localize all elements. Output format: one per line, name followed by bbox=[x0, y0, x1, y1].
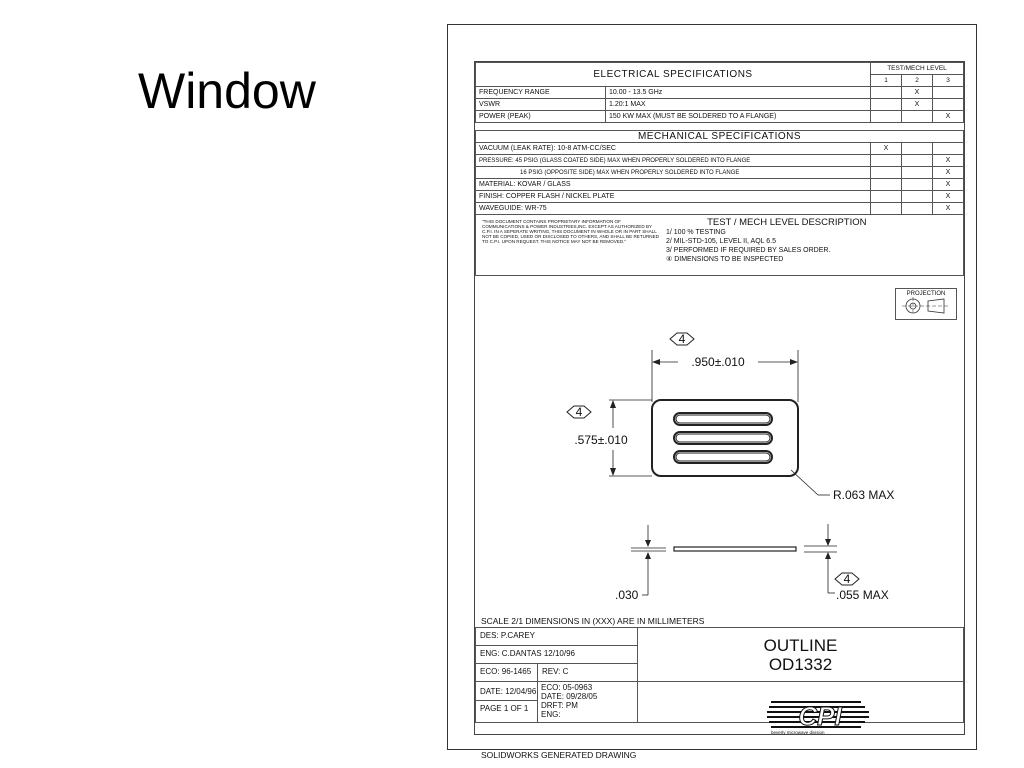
spec-label: VSWR bbox=[476, 99, 606, 111]
spec-label: POWER (PEAK) bbox=[476, 111, 606, 123]
eco-revision-field: ECO: 05-0963 bbox=[541, 683, 593, 692]
spec-value: 45 PSIG (GLASS COATED SIDE) MAX WHEN PROPERLY SOLDERED INTO FLANGE bbox=[515, 157, 751, 164]
drafter-field: DRFT: PM bbox=[541, 701, 578, 710]
part-number: OD1332 bbox=[768, 655, 833, 674]
height-dimension: .575±.010 bbox=[574, 433, 628, 447]
radius-dimension: R.063 MAX bbox=[833, 488, 895, 502]
level-description-item: 1/ 100 % TESTING bbox=[666, 229, 726, 236]
balloon-label: 4 bbox=[843, 572, 851, 586]
level-description-item: 3/ PERFORMED IF REQUIRED BY SALES ORDER. bbox=[666, 247, 831, 254]
spec-value: 10.00 - 13.5 GHz bbox=[606, 87, 871, 99]
title-block bbox=[475, 627, 964, 723]
spec-value: 150 KW MAX (MUST BE SOLDERED TO A FLANGE) bbox=[606, 111, 871, 123]
drawing-title: OUTLINE bbox=[763, 636, 838, 655]
drawing-title-cell bbox=[637, 627, 964, 682]
level-description-title: TEST / MECH LEVEL DESCRIPTION bbox=[707, 217, 867, 228]
spec-value: COPPER FLASH / NICKEL PLATE bbox=[505, 192, 615, 200]
thickness-dimension-glass: .030 bbox=[615, 588, 639, 602]
electrical-title: ELECTRICAL SPECIFICATIONS bbox=[476, 63, 871, 87]
thickness-dimension-max: .055 MAX bbox=[836, 588, 889, 602]
balloon-4-top bbox=[670, 332, 694, 346]
scale-note: SCALE 2/1 DIMENSIONS IN (XXX) ARE IN MILLIMETERS bbox=[481, 616, 705, 626]
eco-field: ECO: 96-1465 bbox=[475, 663, 538, 682]
level-col-3: 3 bbox=[933, 75, 964, 87]
engineer-approval-field: ENG: bbox=[541, 710, 561, 719]
drawing-sheet bbox=[447, 24, 977, 760]
drawing-frame bbox=[474, 61, 965, 760]
level-description-item: ④ DIMENSIONS TO BE INSPECTED bbox=[666, 256, 784, 263]
spec-value: 1.20:1 MAX bbox=[606, 99, 871, 111]
revision-field: REV: C bbox=[537, 663, 638, 682]
revision-history bbox=[537, 681, 638, 723]
spec-value: 16 PSIG (OPPOSITE SIDE) MAX WHEN PROPERLY SOLDERED INTO FLANGE bbox=[520, 169, 740, 176]
balloon-4-left bbox=[567, 405, 591, 419]
level-mark: X bbox=[902, 99, 933, 111]
spec-value: KOVAR / GLASS bbox=[517, 180, 571, 188]
spec-label: FINISH: bbox=[479, 192, 504, 200]
level-mark: X bbox=[933, 155, 964, 167]
level-mark: X bbox=[933, 203, 964, 215]
level-description-item: 2/ MIL-STD-105, LEVEL II, AQL 6.5 bbox=[666, 238, 776, 245]
footer-note: SOLIDWORKS GENERATED DRAWING bbox=[481, 750, 637, 760]
level-mark: X bbox=[933, 191, 964, 203]
balloon-4-side bbox=[835, 572, 859, 586]
cpi-logo bbox=[765, 698, 885, 736]
projection-label: PROJECTION bbox=[906, 291, 946, 297]
spec-value: WR-75 bbox=[524, 204, 547, 212]
spec-value: 10-8 ATM-CC/SEC bbox=[557, 144, 616, 152]
spec-label: FREQUENCY RANGE bbox=[476, 87, 606, 99]
window-side-view bbox=[674, 547, 796, 551]
level-mark: X bbox=[933, 179, 964, 191]
window-slots bbox=[674, 413, 772, 463]
level-mark: X bbox=[871, 143, 902, 155]
balloon-label: 4 bbox=[678, 332, 686, 346]
spec-label: WAVEGUIDE: bbox=[479, 204, 523, 212]
designer-field: DES: P.CAREY bbox=[475, 627, 638, 646]
page-field: PAGE 1 OF 1 bbox=[475, 700, 538, 723]
level-mark: X bbox=[933, 111, 964, 123]
logo-subtitle: beverly microwave division bbox=[771, 730, 825, 735]
mechanical-title: MECHANICAL SPECIFICATIONS bbox=[476, 131, 964, 143]
level-mark: X bbox=[933, 167, 964, 179]
logo-text: CPI bbox=[798, 701, 842, 731]
spec-label: PRESSURE: bbox=[479, 157, 514, 164]
level-header: TEST/MECH LEVEL bbox=[871, 63, 964, 75]
level-col-2: 2 bbox=[902, 75, 933, 87]
slide-title: Window bbox=[138, 63, 316, 119]
revision-date-field: DATE: 09/28/05 bbox=[541, 692, 598, 701]
engineer-field: ENG: C.DANTAS 12/10/96 bbox=[475, 645, 638, 664]
level-mark: X bbox=[902, 87, 933, 99]
spec-label: MATERIAL: bbox=[479, 180, 516, 188]
width-dimension: .950±.010 bbox=[691, 355, 745, 369]
balloon-label: 4 bbox=[575, 405, 583, 419]
date-field: DATE: 12/04/96 bbox=[475, 681, 538, 701]
spec-label: VACUUM (LEAK RATE): bbox=[479, 144, 556, 152]
proprietary-notice: "THIS DOCUMENT CONTAINS PROPRIETARY INFORMATION OF COMMUNICATIONS & POWER INDUSTRIES,INC. EXCEPT AS AUTHORIZED BY C.P.I. IN A SEPERATE WRITING, THIS DOCUMENT IN WHOLE OR IN PART SHALL NOT BE COPIED, USED OR DISCLOSED TO OTHERS, AND SHALL BE RETURNED TO C.P.I. UPON REQUEST. THIS NOTICE MAY NOT BE REMOVED." bbox=[482, 219, 659, 244]
level-col-1: 1 bbox=[871, 75, 902, 87]
